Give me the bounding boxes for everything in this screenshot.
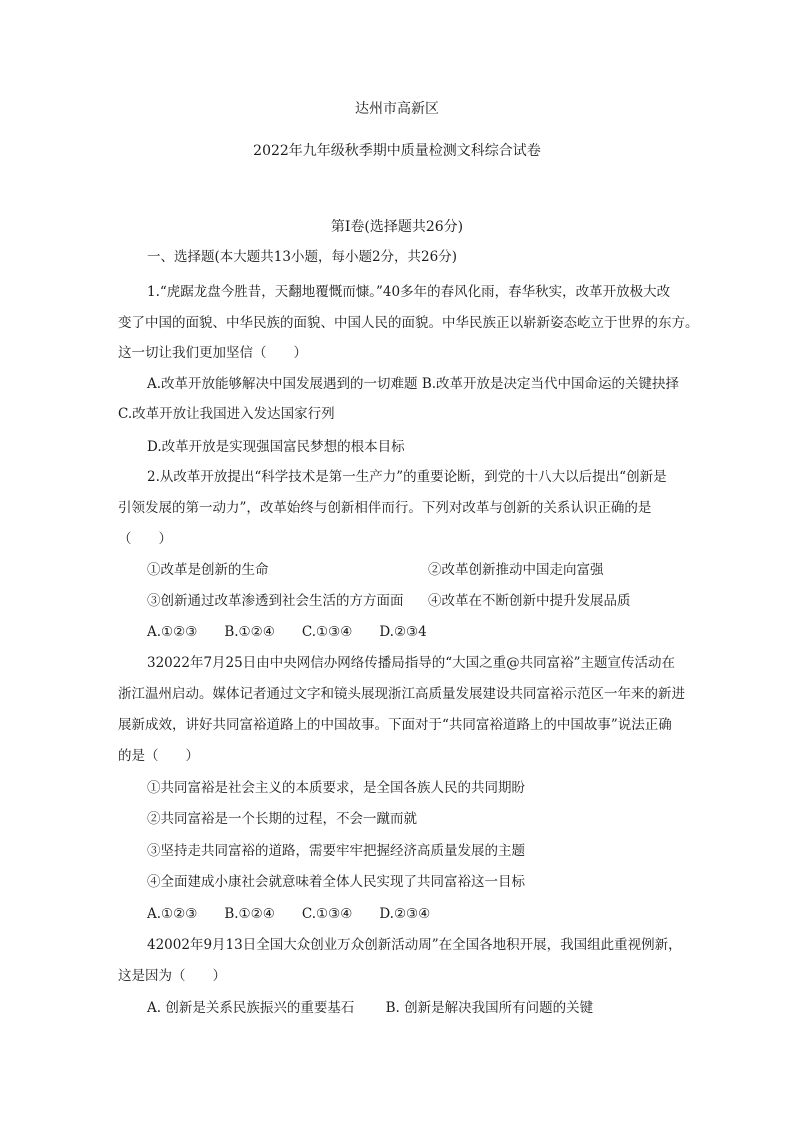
question-3-line-1: 32022年7月25日由中央网信办网络传播局指导的“大国之重@共同富裕”主题宣传活动在	[147, 655, 676, 671]
question-2-line-2: 引领发展的第一动力”，改革始终与创新相伴而行。下列对改革与创新的关系认识正确的是	[118, 500, 652, 516]
question-2-item-1: ①改革是创新的生命	[147, 562, 269, 578]
section-title: 一、选择题(本大题共13小题，每小题2分，共26分)	[147, 249, 457, 265]
question-4-options-ab: A. 创新是关系民族振兴的重要基石 B. 创新是解决我国所有问题的关键	[147, 1000, 594, 1016]
question-2-line-3: （ ）	[118, 531, 172, 547]
question-1-line-2: 变了中国的面貌、中华民族的面貌、中国人民的面貌。中华民族正以崭新姿态屹立于世界的东方。	[118, 315, 699, 331]
part-title: 第I卷(选择题共26分)	[330, 219, 464, 235]
question-2-item-4: ④改革在不断创新中提升发展品质	[428, 593, 631, 609]
question-4-line-1: 42002年9月13日全国大众创业万众创新活动周”在全国各地积开展，我国组此重视例新，	[147, 937, 682, 953]
question-3-item-3: ③坚持走共同富裕的道路，需要牢牢把握经济高质量发展的主题	[147, 843, 525, 859]
question-3-line-3: 展新成效，讲好共同富裕道路上的中国故事。下面对于“共同富裕道路上的中国故事”说法正确	[118, 717, 672, 733]
question-3-line-2: 浙江温州启动。媒体记者通过文字和镜头展现浙江高质量发展建设共同富裕示范区一年来的新进	[118, 686, 685, 702]
question-2-item-2: ②改革创新推动中国走向富强	[428, 562, 604, 578]
exam-title: 2022年九年级秋季期中质量检测文科综合试卷	[253, 143, 541, 159]
question-3-line-4: 的是（ ）	[118, 748, 199, 764]
question-2-line-1: 2.从改革开放提出“科学技术是第一生产力”的重要论断，到党的十八大以后提出“创新是	[147, 469, 667, 485]
question-1-option-c: C.改革开放让我国进入发达国家行列	[118, 406, 335, 422]
question-1-options-ab: A.改革开放能够解决中国发展遇到的一切难题 B.改革开放是决定当代中国命运的关键抉择	[147, 376, 680, 392]
question-2-options: A.①②③ B.①②④ C.①③④ D.②③4	[147, 624, 427, 640]
question-3-item-1: ①共同富裕是社会主义的本质要求，是全国各族人民的共同期盼	[147, 780, 525, 796]
question-1-line-3: 这一切让我们更加坚信（ ）	[118, 345, 307, 361]
question-3-options: A.①②③ B.①②④ C.①③④ D.②③④	[147, 906, 431, 922]
district-title: 达州市高新区	[355, 101, 439, 117]
question-1-line-1: 1.“虎踞龙盘今胜昔，天翻地覆慨而慷。”40多年的春风化雨，春华秋实，改革开放极大改	[147, 284, 671, 300]
question-4-line-2: 这是因为（ ）	[118, 968, 226, 984]
question-3-item-4: ④全面建成小康社会就意味着全体人民实现了共同富裕这一目标	[147, 874, 525, 890]
question-2-item-3: ③创新通过改革渗透到社会生活的方方面面	[147, 593, 404, 609]
question-3-item-2: ②共同富裕是一个长期的过程，不会一蹴而就	[147, 811, 417, 827]
question-1-option-d: D.改革开放是实现强国富民梦想的根本目标	[147, 439, 405, 455]
